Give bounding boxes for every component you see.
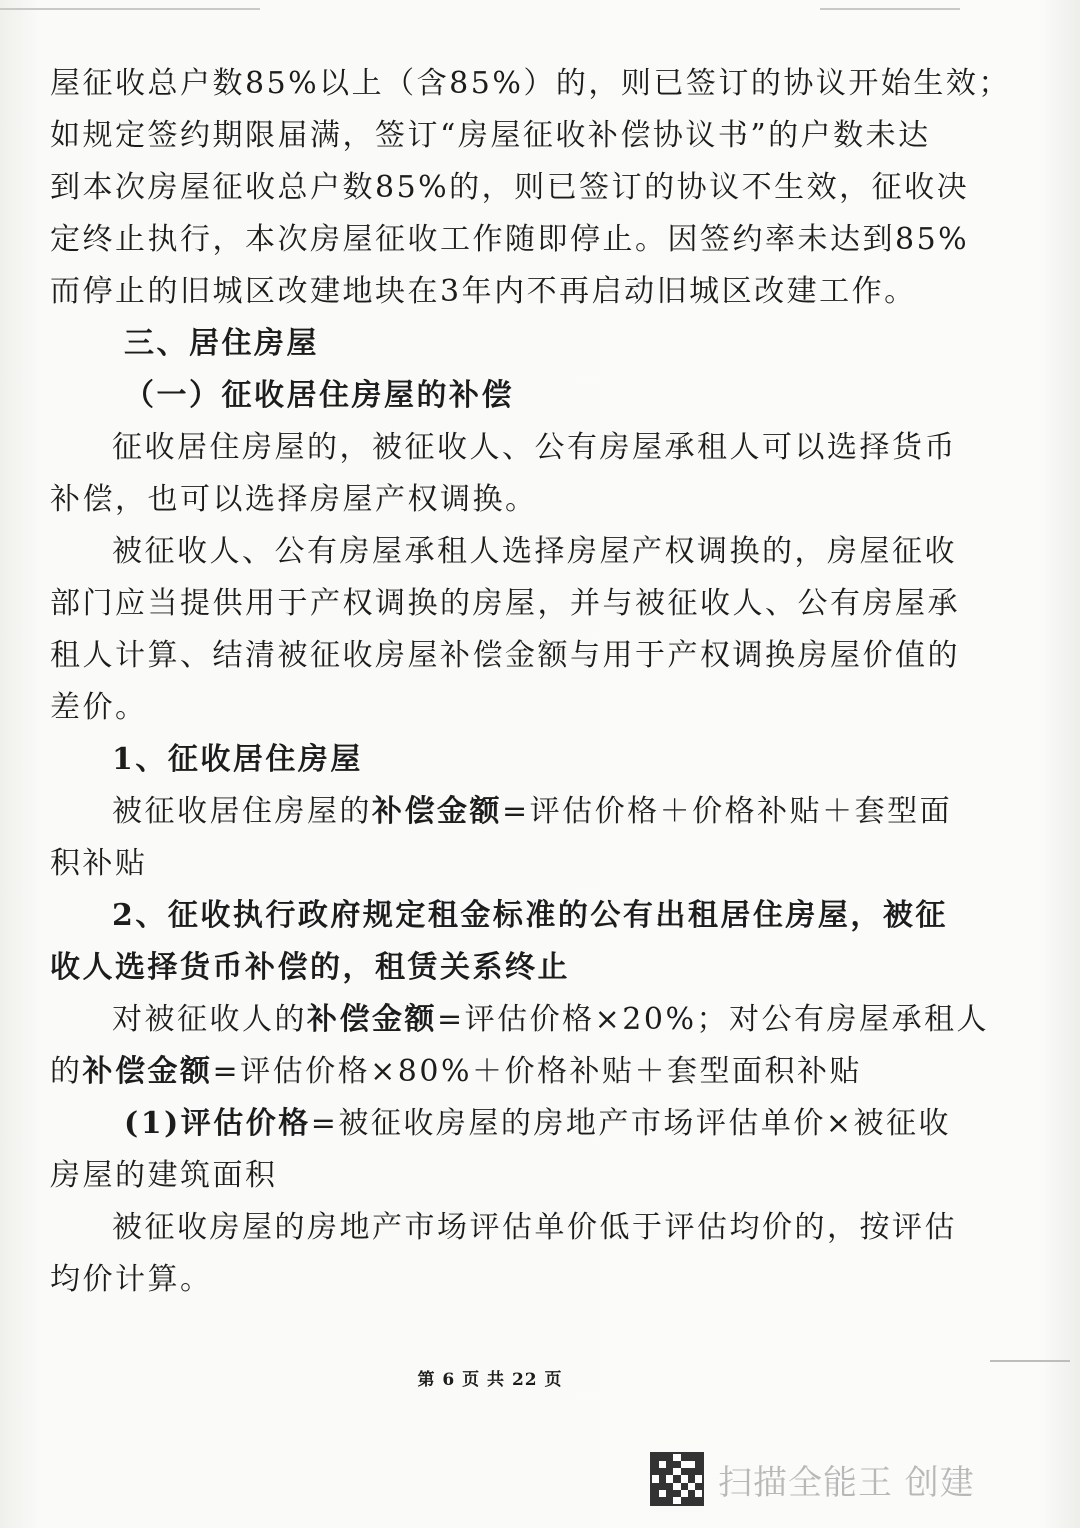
watermark-text: 扫描全能王 创建 — [718, 1462, 975, 1503]
text-line — [50, 942, 920, 994]
text-line — [50, 630, 960, 682]
text-line — [50, 370, 920, 422]
bold-text: 补偿金额 — [307, 1002, 437, 1037]
text-run: =评估价格×20%；对公有房屋承租人 — [437, 1002, 989, 1037]
text-run: 被征收居住房屋的 — [112, 794, 372, 829]
bold-text: 评估价格 — [180, 1106, 311, 1141]
scan-edge-mark — [820, 8, 960, 10]
text-line — [50, 890, 948, 942]
text-run: 征收居住房屋的，被征收人、公有房屋承租人可以选择货币 — [112, 430, 957, 465]
text-run: 被征收人、公有房屋承租人选择房屋产权调换的，房屋征收 — [112, 534, 957, 569]
bold-text: 三、居住房屋 — [124, 326, 319, 361]
bold-text: 补偿金额 — [82, 1054, 213, 1089]
text-line — [50, 1098, 952, 1150]
text-line — [50, 422, 957, 474]
text-line — [50, 474, 920, 526]
text-run: 补偿，也可以选择房屋产权调换。 — [50, 482, 538, 517]
scanner-watermark — [650, 1450, 975, 1508]
text-line — [50, 1046, 920, 1098]
text-run: 的 — [50, 1054, 83, 1089]
page-number: 第 6 页 共 22 页 — [417, 1370, 563, 1390]
text-run: 而停止的旧城区改建地块在3年内不再启动旧城区改建工作。 — [50, 274, 917, 309]
text-line — [50, 110, 931, 162]
text-line — [50, 1150, 920, 1202]
text-run: 部门应当提供用于产权调换的房屋，并与被征收人、公有房屋承 — [50, 586, 960, 621]
text-run: 房屋的建筑面积 — [50, 1158, 278, 1193]
bold-text: （一）征收居住房屋的补偿 — [124, 378, 514, 413]
text-run: 租人计算、结清被征收房屋补偿金额与用于产权调换房屋价值的 — [50, 638, 960, 673]
text-run: 差价。 — [50, 690, 148, 725]
bold-text: 1、征收居住房屋 — [112, 742, 363, 777]
text-run: =评估价格＋价格补贴＋套型面 — [502, 794, 953, 829]
text-line — [50, 682, 920, 734]
text-run: =被征收房屋的房地产市场评估单价×被征收 — [310, 1106, 952, 1141]
document-body — [50, 58, 1011, 1306]
bold-text: 补偿金额 — [372, 794, 502, 829]
text-run: 到本次房屋征收总户数85%的，则已签订的协议不生效，征收决 — [50, 170, 970, 205]
text-line — [50, 1254, 920, 1306]
text-run: 如规定签约期限届满，签订“房屋征收补偿协议书”的户数未达 — [50, 118, 931, 153]
text-run: 均价计算。 — [50, 1262, 213, 1297]
bold-text: 2、征收执行政府规定租金标准的公有出租居住房屋，被征 — [112, 898, 948, 933]
text-run: 被征收房屋的房地产市场评估单价低于评估均价的，按评估 — [112, 1210, 957, 1245]
bold-text: (1) — [124, 1106, 181, 1141]
bold-text: 收人选择货币补偿的，租赁关系终止 — [50, 950, 570, 985]
text-line — [50, 318, 920, 370]
text-line — [50, 838, 920, 890]
text-line — [50, 1202, 957, 1254]
text-run: =评估价格×80%＋价格补贴＋套型面积补贴 — [212, 1054, 862, 1089]
text-line — [50, 266, 920, 318]
scan-edge-mark — [990, 1360, 1070, 1362]
qr-code-icon — [650, 1452, 704, 1506]
text-line — [50, 994, 989, 1046]
text-run: 积补贴 — [50, 846, 148, 881]
text-run: 对被征收人的 — [112, 1002, 307, 1037]
text-line — [50, 526, 957, 578]
text-line — [50, 734, 920, 786]
text-line — [50, 162, 970, 214]
text-line — [50, 58, 1011, 110]
text-run: 屋征收总户数85%以上（含85%）的，则已签订的协议开始生效； — [50, 66, 1011, 101]
text-line — [50, 578, 960, 630]
text-line — [50, 214, 970, 266]
text-line — [50, 786, 953, 838]
scan-edge-mark — [0, 8, 260, 10]
text-run: 定终止执行，本次房屋征收工作随即停止。因签约率未达到85% — [50, 222, 970, 257]
